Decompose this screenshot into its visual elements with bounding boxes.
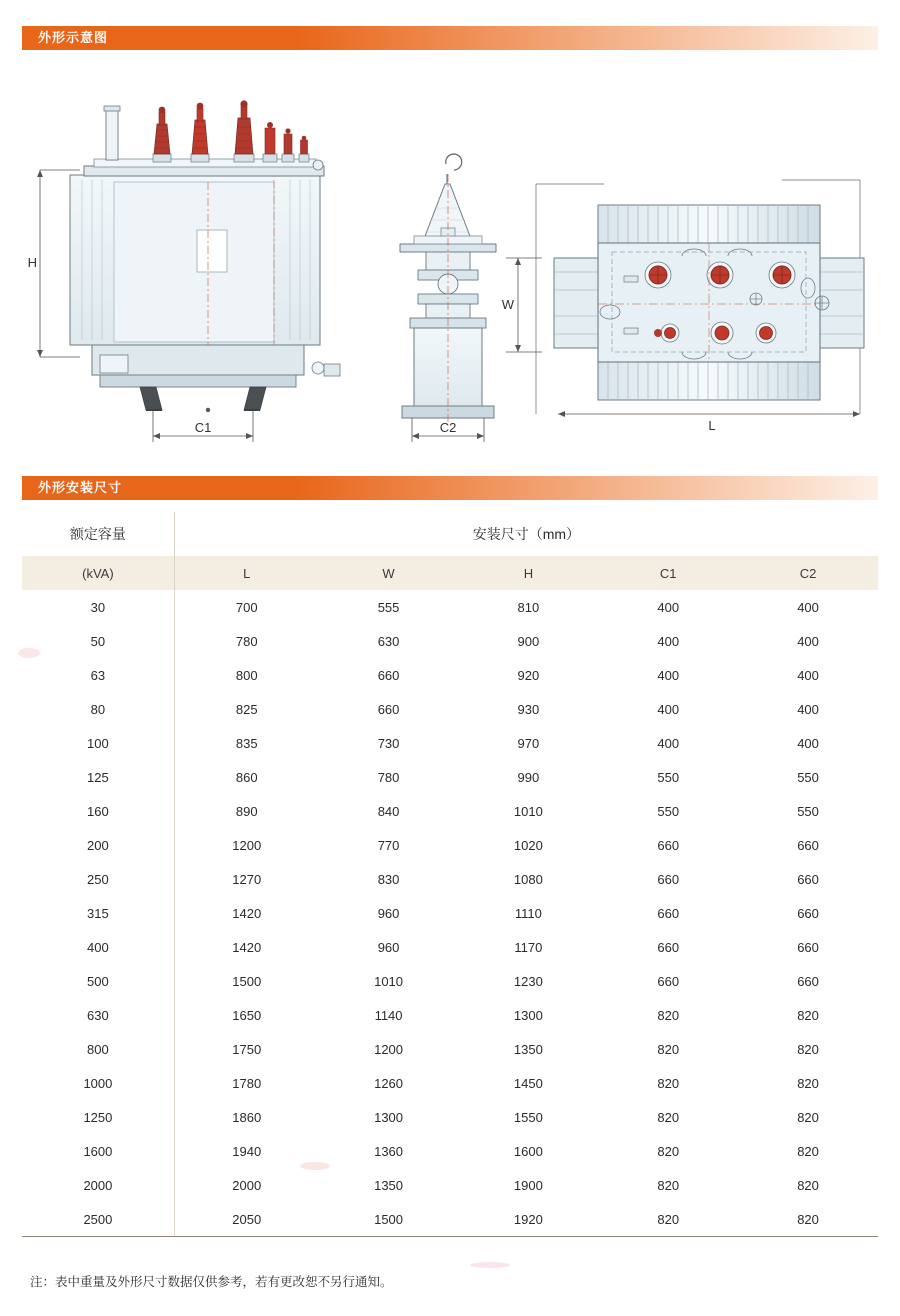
table-row	[22, 760, 878, 794]
header-capacity-title: 额定容量	[22, 512, 174, 556]
cell-h: 1900	[513, 1177, 543, 1193]
cell-kva: 30	[22, 590, 174, 624]
cell-w: 1010	[374, 973, 404, 989]
header-col-w: W	[319, 556, 459, 590]
cell-c2: 550	[797, 769, 819, 785]
cell-c1: 660	[657, 939, 680, 955]
cell-c1: 400	[657, 701, 680, 717]
table-row	[22, 862, 878, 896]
header-dimensions-title: 安装尺寸（mm）	[472, 526, 581, 542]
cell-c2: 550	[797, 803, 819, 819]
cell-h: 900	[517, 633, 540, 649]
cell-w: 1260	[374, 1075, 404, 1091]
cell-l: 1650	[232, 1007, 262, 1023]
cell-w: 1500	[319, 1202, 459, 1237]
cell-c1: 820	[598, 1202, 738, 1237]
cell-l: 2050	[174, 1202, 318, 1237]
table-row	[22, 828, 878, 862]
table-row	[22, 658, 878, 692]
cell-c1: 820	[657, 1007, 680, 1023]
table-row	[22, 692, 878, 726]
cell-l: 1860	[232, 1109, 262, 1125]
cell-kva: 63	[22, 658, 174, 692]
cell-l: 890	[235, 803, 258, 819]
dim-w-label: W	[501, 297, 514, 312]
cell-c1: 660	[657, 871, 680, 887]
cell-w: 780	[377, 769, 400, 785]
cell-c1: 820	[657, 1041, 680, 1057]
cell-kva: 315	[22, 896, 174, 930]
header-col-l: L	[174, 556, 318, 590]
cell-c1: 660	[657, 837, 680, 853]
cell-c2: 660	[797, 871, 819, 887]
table-row	[22, 590, 878, 624]
cell-c2: 820	[797, 1041, 819, 1057]
header-col-c1: C1	[598, 556, 738, 590]
cell-h: 1550	[513, 1109, 543, 1125]
cell-w: 1200	[374, 1041, 404, 1057]
cell-kva: 1250	[22, 1100, 174, 1134]
cell-c2: 820	[797, 1109, 819, 1125]
cell-c1: 550	[657, 803, 680, 819]
cell-l: 2000	[232, 1177, 262, 1193]
cell-w: 1360	[374, 1143, 404, 1159]
table-row	[22, 794, 878, 828]
cell-h: 970	[517, 735, 540, 751]
outline-drawing	[22, 62, 878, 452]
cell-h: 1010	[513, 803, 543, 819]
cell-c2: 400	[797, 701, 819, 717]
cell-w: 960	[377, 939, 400, 955]
cell-kva: 250	[22, 862, 174, 896]
table-row	[22, 1202, 878, 1237]
section-header-outline-label: 外形示意图	[38, 30, 109, 45]
header-col-c2: C2	[738, 556, 878, 590]
table-header-sub	[22, 556, 878, 590]
cell-kva: 80	[22, 692, 174, 726]
cell-c2: 820	[797, 1007, 819, 1023]
cell-kva: 160	[22, 794, 174, 828]
cell-kva: 100	[22, 726, 174, 760]
cell-h: 1450	[513, 1075, 543, 1091]
cell-kva: 800	[22, 1032, 174, 1066]
header-capacity-unit: (kVA)	[22, 556, 174, 590]
cell-h: 920	[517, 667, 540, 683]
cell-l: 800	[235, 667, 258, 683]
cell-l: 825	[235, 701, 258, 717]
cell-h: 1170	[514, 939, 543, 955]
cell-w: 660	[377, 701, 400, 717]
cell-kva: 1000	[22, 1066, 174, 1100]
cell-w: 660	[377, 667, 400, 683]
cell-c2: 400	[797, 599, 819, 615]
cell-c1: 820	[657, 1143, 680, 1159]
cell-h: 810	[517, 599, 540, 615]
cell-kva: 200	[22, 828, 174, 862]
cell-c2: 400	[797, 735, 819, 751]
dimensions-table	[22, 512, 878, 1237]
cell-h: 1350	[513, 1041, 543, 1057]
cell-kva: 630	[22, 998, 174, 1032]
cell-h: 1600	[513, 1143, 543, 1159]
table-row	[22, 964, 878, 998]
dimensions-table-wrap	[22, 512, 878, 1237]
cell-w: 1350	[374, 1177, 404, 1193]
dim-h-label: H	[27, 255, 37, 270]
dim-c2-label: C2	[439, 420, 457, 435]
cell-w: 730	[377, 735, 400, 751]
cell-c2: 400	[797, 633, 819, 649]
cell-kva: 400	[22, 930, 174, 964]
cell-h: 990	[517, 769, 540, 785]
cell-w: 1140	[374, 1007, 403, 1023]
cell-c2: 660	[797, 973, 819, 989]
cell-c2: 820	[797, 1143, 819, 1159]
cell-c2: 660	[797, 905, 819, 921]
table-row	[22, 726, 878, 760]
cell-h: 1080	[513, 871, 543, 887]
cell-w: 770	[377, 837, 400, 853]
header-col-h: H	[458, 556, 598, 590]
cell-c2: 820	[738, 1202, 878, 1237]
cell-l: 835	[235, 735, 258, 751]
cell-w: 630	[377, 633, 400, 649]
cell-w: 830	[377, 871, 400, 887]
cell-h: 930	[517, 701, 540, 717]
cell-kva: 2000	[22, 1168, 174, 1202]
section-header-outline	[22, 26, 878, 50]
table-row	[22, 896, 878, 930]
cell-l: 1500	[232, 973, 262, 989]
cell-h: 1230	[513, 973, 543, 989]
cell-kva: 500	[22, 964, 174, 998]
section-header-dimensions-label: 外形安装尺寸	[38, 480, 123, 495]
cell-kva: 50	[22, 624, 174, 658]
cell-c1: 400	[657, 667, 680, 683]
table-row	[22, 1032, 878, 1066]
cell-l: 1750	[232, 1041, 262, 1057]
cell-c1: 820	[657, 1177, 680, 1193]
cell-w: 840	[377, 803, 400, 819]
cell-h: 1920	[458, 1202, 598, 1237]
cell-l: 1200	[232, 837, 262, 853]
cell-l: 1780	[232, 1075, 262, 1091]
paper-speck	[470, 1262, 510, 1268]
table-row	[22, 930, 878, 964]
table-row	[22, 1100, 878, 1134]
cell-h: 1300	[513, 1007, 543, 1023]
cell-kva: 2500	[22, 1202, 174, 1237]
footnote: 注：表中重量及外形尺寸数据仅供参考，若有更改恕不另行通知。	[30, 1275, 393, 1289]
cell-w: 960	[377, 905, 400, 921]
cell-c2: 660	[797, 837, 819, 853]
cell-c1: 550	[657, 769, 680, 785]
cell-c1: 820	[657, 1109, 680, 1125]
cell-l: 1420	[232, 939, 262, 955]
outline-drawing-svg	[22, 62, 878, 452]
section-header-dimensions	[22, 476, 878, 500]
cell-c2: 660	[797, 939, 819, 955]
cell-c1: 660	[657, 905, 680, 921]
cell-w: 555	[377, 599, 400, 615]
cell-h: 1110	[514, 905, 542, 921]
cell-c1: 660	[657, 973, 680, 989]
cell-c1: 400	[657, 633, 680, 649]
cell-l: 1420	[232, 905, 262, 921]
table-row	[22, 998, 878, 1032]
cell-kva: 1600	[22, 1134, 174, 1168]
dim-l-label: L	[708, 418, 716, 433]
table-header-top	[22, 512, 878, 556]
table-row	[22, 1066, 878, 1100]
cell-c2: 400	[797, 667, 819, 683]
cell-c2: 820	[797, 1075, 819, 1091]
cell-w: 1300	[374, 1109, 404, 1125]
cell-l: 1270	[232, 871, 262, 887]
table-row	[22, 624, 878, 658]
dim-c1-label: C1	[194, 420, 212, 435]
cell-kva: 125	[22, 760, 174, 794]
table-row	[22, 1168, 878, 1202]
cell-l: 700	[235, 599, 258, 615]
cell-h: 1020	[513, 837, 543, 853]
table-row	[22, 1134, 878, 1168]
cell-l: 1940	[232, 1143, 262, 1159]
cell-c2: 820	[797, 1177, 819, 1193]
cell-c1: 400	[657, 599, 680, 615]
cell-c1: 820	[657, 1075, 680, 1091]
cell-c1: 400	[657, 735, 680, 751]
cell-l: 780	[235, 633, 258, 649]
cell-l: 860	[235, 769, 258, 785]
